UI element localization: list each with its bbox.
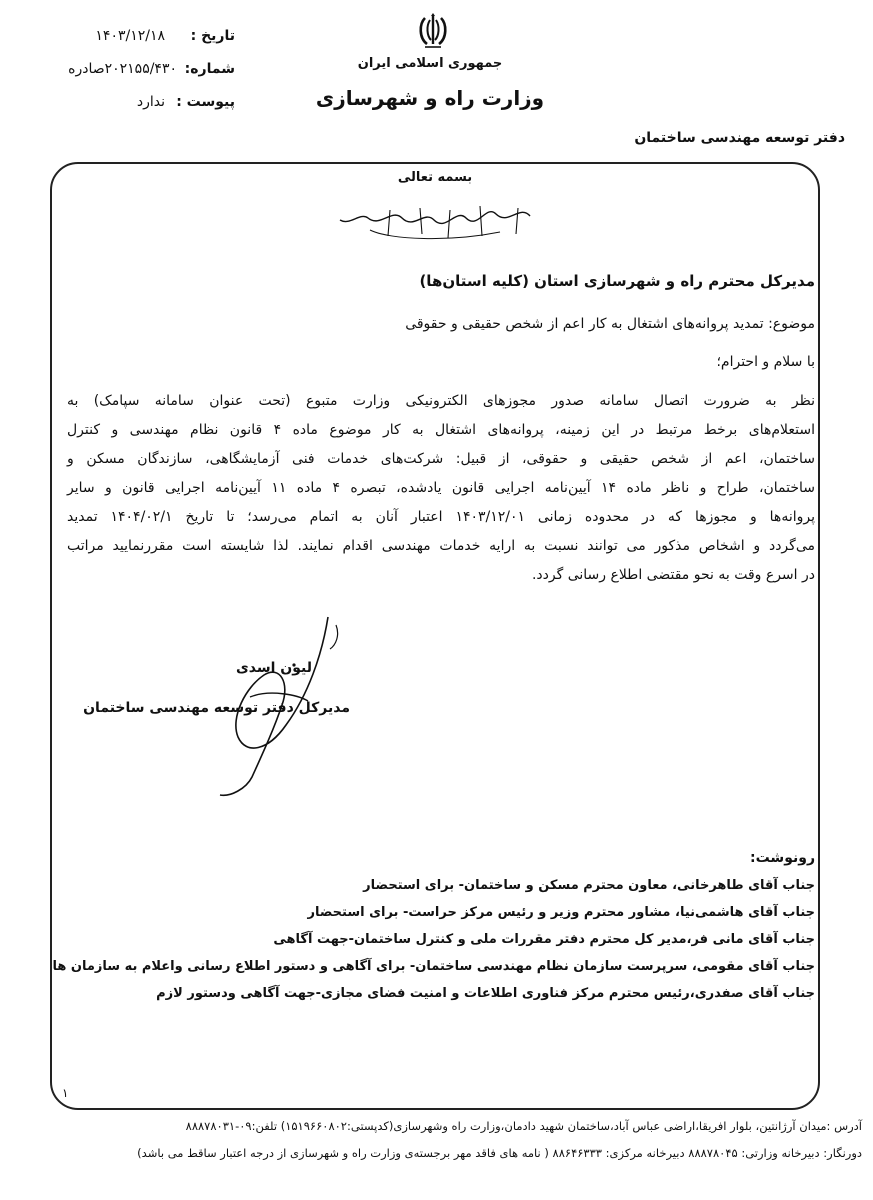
cc-title: رونوشت: <box>750 850 815 866</box>
signer-name: لیون اسدی <box>235 660 312 676</box>
attachment-row <box>20 94 235 118</box>
cc-line: جناب آقای طاهرخانی، معاون محترم مسکن و ساختمان- برای استحضار <box>363 878 815 893</box>
cc-line: جناب آقای مانی فر،مدیر کل محترم دفتر مقررات ملی و کنترل ساختمان-جهت آگاهی <box>273 932 815 947</box>
attachment-label: پیوست : <box>176 94 235 110</box>
slogan-calligraphy <box>330 196 540 246</box>
cc-line: جناب آقای صفدری،رئیس محترم مرکز فناوری اطلاعات و امنیت فضای مجازی-جهت آگاهی ودستور لازم <box>156 986 815 1001</box>
date-row <box>20 28 235 52</box>
date-value: ۱۴۰۳/۱۲/۱۸ <box>95 28 165 44</box>
body-line: نظر به ضرورت اتصال سامانه صدور مجوزهای الکترونیکی وزارت متبوع (تحت عنوان سامانه سپامک) به <box>67 393 815 409</box>
bismillah: بسمه تعالی <box>397 170 473 185</box>
republic-title: جمهوری اسلامی ایران <box>357 56 503 71</box>
office-title: دفتر توسعه مهندسی ساختمان <box>634 130 845 146</box>
recipient-line: مدیرکل محترم راه و شهرسازی استان (کلیه استان‌ها) <box>419 272 815 290</box>
attachment-value: ندارد <box>136 94 165 110</box>
footer-address: آدرس :میدان آرژانتین، بلوار افریقا،اراضی عباس آباد،ساختمان شهید دادمان،وزارت راه وشهرسازی(کدپستی:۱۵۱۹۶۶۰۸۰۲) تلفن:۰۹-۸۸۸۷۸۰۳۱ <box>185 1119 862 1133</box>
number-value: ۲۰۲۱۵۵/۴۳۰صادره <box>68 61 177 77</box>
date-label: تاریخ : <box>190 28 235 44</box>
number-label: شماره: <box>184 61 235 77</box>
body-line: پروانه‌ها و مجوزها که در محدوده زمانی ۱۴۰۳/۱۲/۰۱ اعتبار آنان به اتمام می‌رسد؛ تا تاریخ ۱۴۰۴/۰۲/۱ تمدید <box>67 509 815 525</box>
footer-fax: دورنگار: دبیرخانه وزارتی: ۸۸۸۷۸۰۴۵ دبیرخانه مرکزی: ۸۸۶۴۶۳۳۳ ( نامه های فاقد مهر برجسته‌ی وزارت راه و شهرسازی از درجه اعتبار ساقط می باشد) <box>137 1146 862 1160</box>
iran-emblem-icon <box>413 12 453 52</box>
number-row <box>20 61 235 85</box>
page-number: ۱ <box>62 1086 69 1100</box>
cc-line: جناب آقای مقومی، سرپرست سازمان نظام مهندسی ساختمان- برای آگاهی و دستور اطلاع رسانی واعلام به سازمان ها <box>52 959 815 974</box>
body-line: می‌گردد و اشخاص مذکور می توانند نسبت به ارایه خدمات مهندسی اقدام نمایند. لذا شایسته است مقررنمایید مراتب <box>67 538 815 554</box>
ministry-title: وزارت راه و شهرسازی <box>315 86 545 110</box>
body-line: استعلام‌های برخط مرتبط در این زمینه، پروانه‌های اشتغال به کار موضوع ماده ۴ قانون نظام مهندسی و کنترل <box>67 422 815 438</box>
signer-title: مدیرکل دفتر توسعه مهندسی ساختمان <box>83 700 350 716</box>
subject-line: موضوع: تمدید پروانه‌های اشتغال به کار اعم از شخص حقیقی و حقوقی <box>405 316 815 332</box>
body-line: در اسرع وقت به نحو مقتضی اطلاع رسانی گردد. <box>531 567 815 583</box>
greeting-line: با سلام و احترام؛ <box>716 354 815 370</box>
cc-line: جناب آقای هاشمی‌نیا، مشاور محترم وزیر و رئیس مرکز حراست- برای استحضار <box>307 905 815 920</box>
body-line: ساختمان، طراح و ناظر ماده ۱۴ آیین‌نامه اجرایی قانون یادشده، تبصره ۴ ماده ۱۱ آیین‌نامه اجرایی قانون و سایر <box>67 480 816 496</box>
body-line: ساختمان، اعم از شخص حقیقی و حقوقی، از قبیل: شرکت‌های خدمات فنی آزمایشگاهی، سازندگان مسکن و <box>67 451 815 467</box>
